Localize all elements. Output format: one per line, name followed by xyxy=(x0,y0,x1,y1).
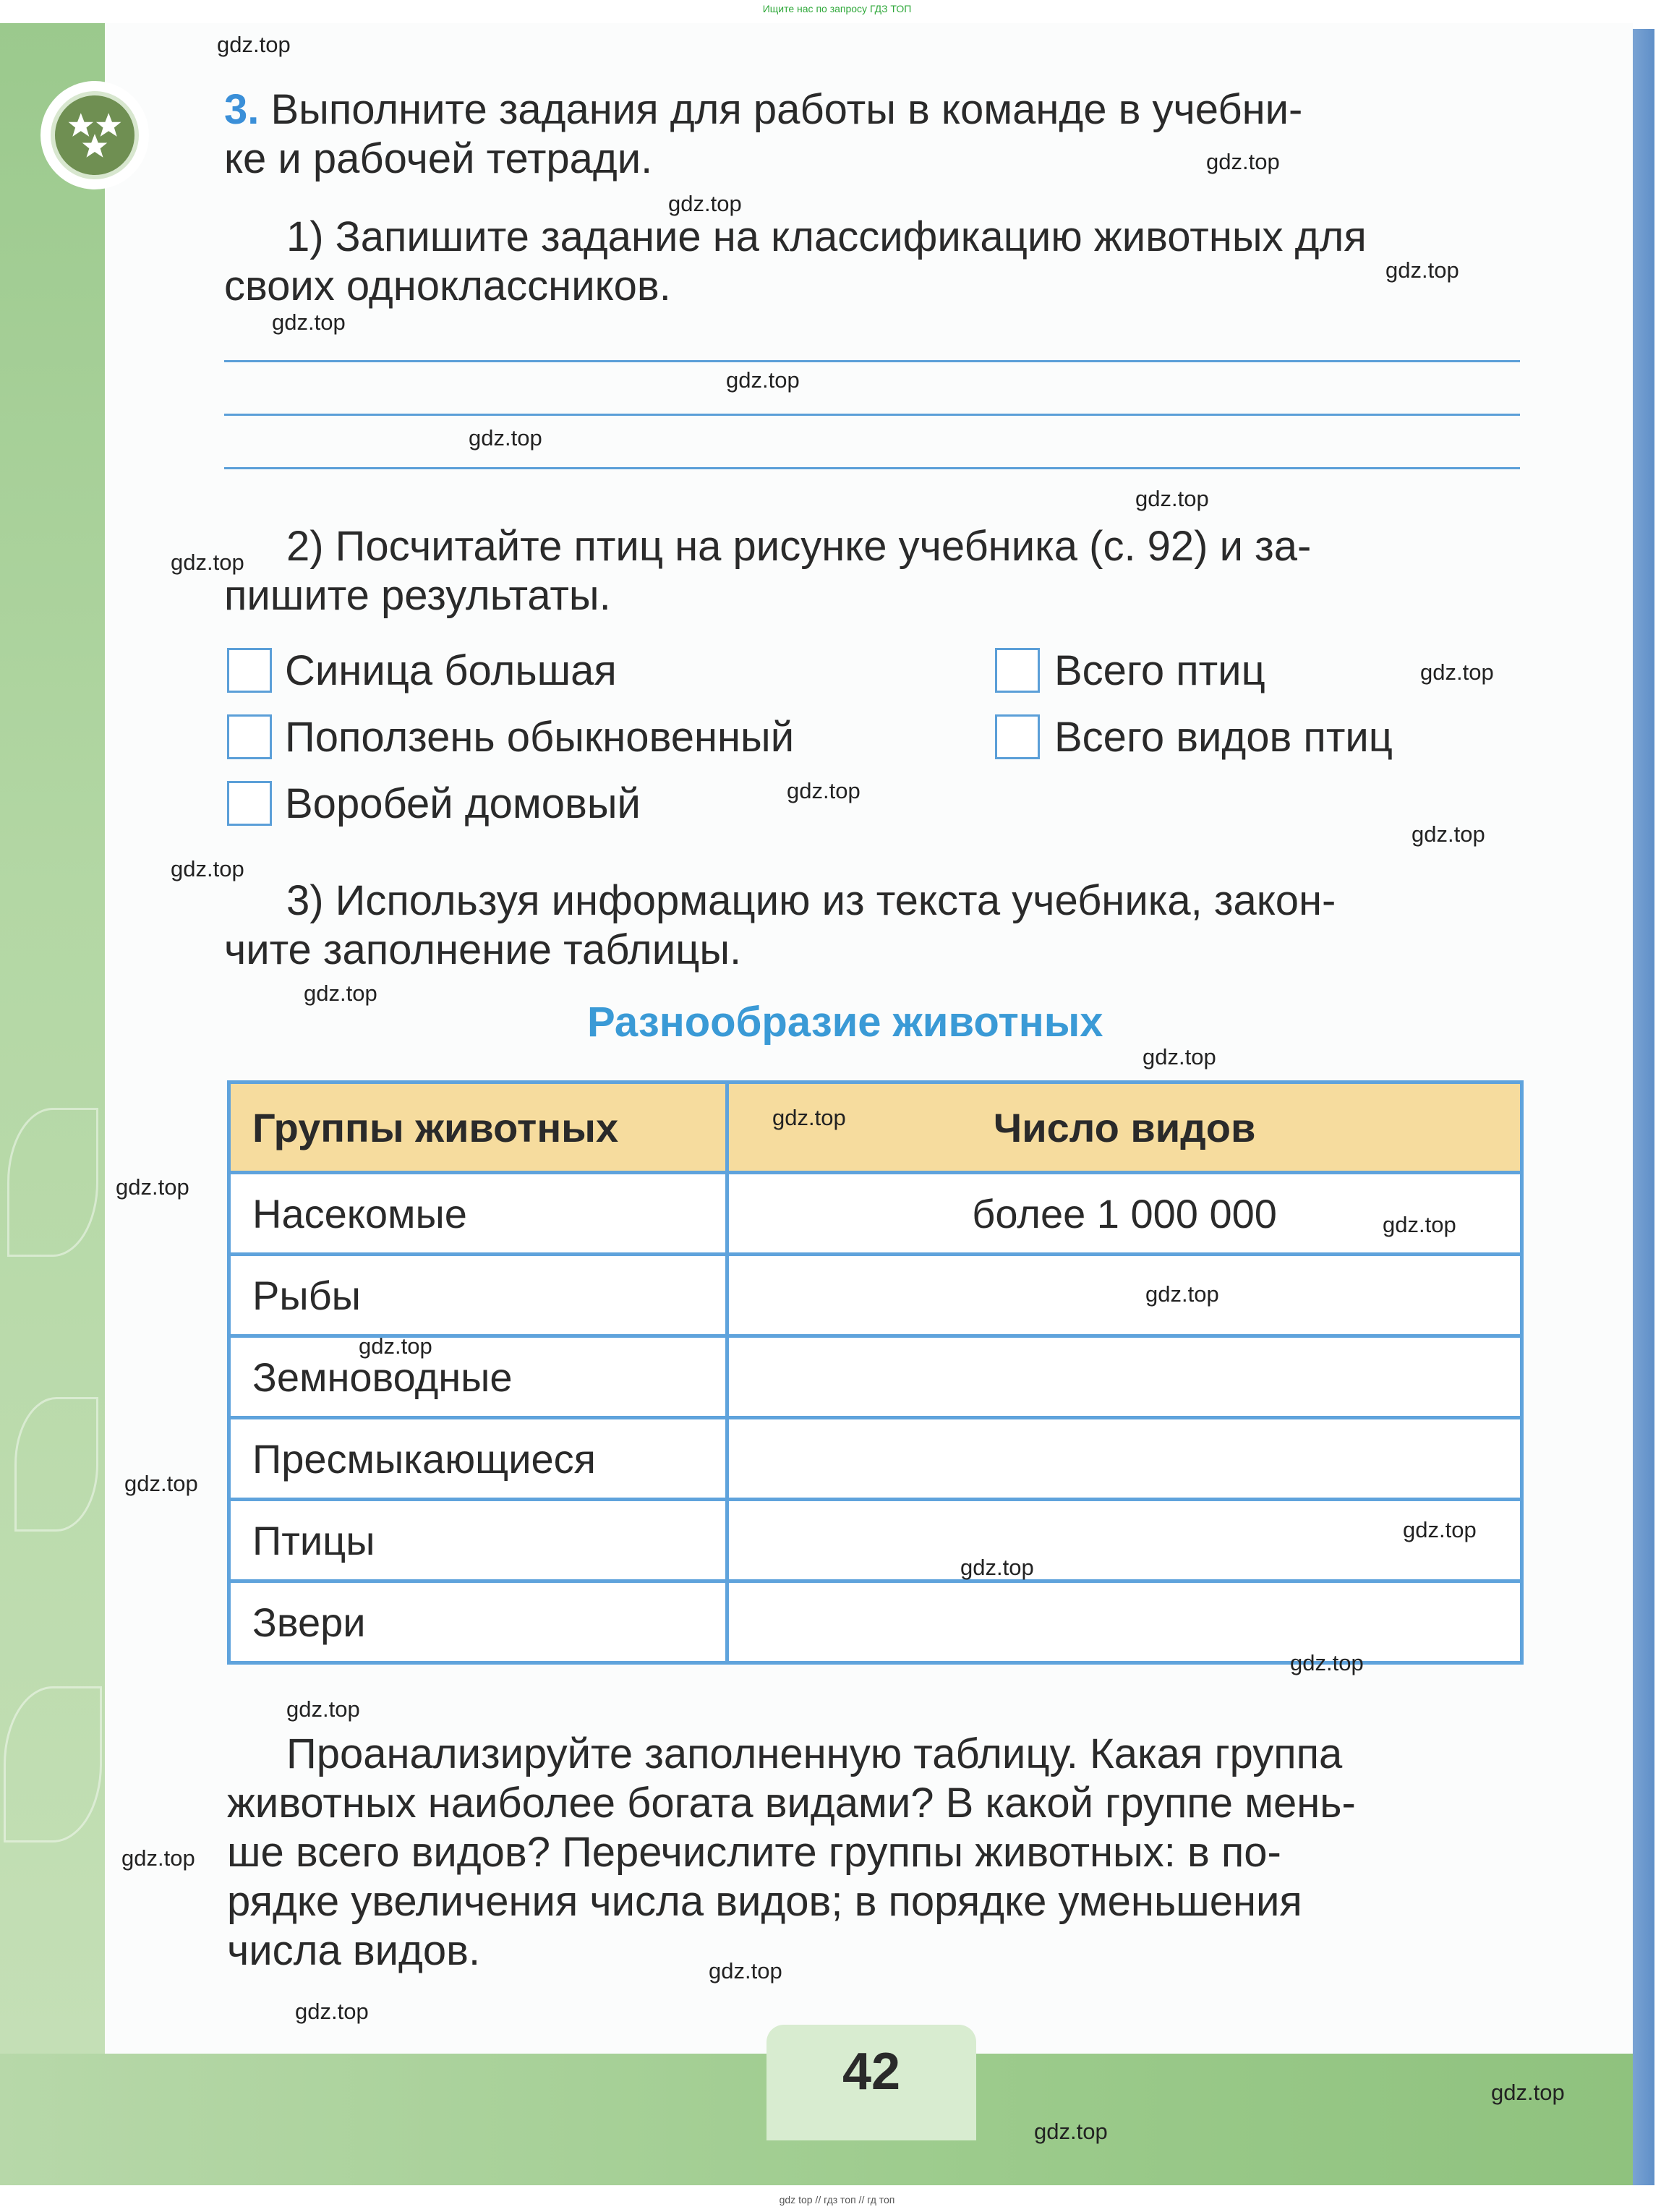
header-groups: Группы животных xyxy=(229,1082,727,1173)
watermark: gdz.top xyxy=(124,1471,198,1496)
watermark: gdz.top xyxy=(1145,1281,1219,1307)
watermark: gdz.top xyxy=(1385,257,1459,283)
count-cell[interactable]: более 1 000 000 xyxy=(727,1173,1522,1255)
sub1-line-1: 1) Запишите задание на классификацию животных для xyxy=(286,213,1367,260)
checkbox-vorobey[interactable] xyxy=(227,781,272,826)
watermark: gdz.top xyxy=(1491,2080,1565,2105)
watermark: gdz.top xyxy=(286,1696,360,1722)
group-cell: Пресмыкающиеся xyxy=(229,1418,727,1500)
checkbox-popolzen[interactable] xyxy=(227,714,272,759)
group-cell: Земноводные xyxy=(229,1336,727,1418)
group-cell: Рыбы xyxy=(229,1255,727,1336)
table-row xyxy=(229,1173,1522,1255)
watermark: gdz.top xyxy=(1290,1650,1364,1675)
analysis-line: животных наиболее богата видами? В какой группе мень- xyxy=(227,1780,1356,1827)
watermark: gdz.top xyxy=(171,856,244,881)
table-row xyxy=(229,1255,1522,1336)
watermark: gdz.top xyxy=(217,32,291,57)
watermark: gdz.top xyxy=(1412,821,1485,847)
sub1-line-2: своих одноклассников. xyxy=(224,262,671,309)
difficulty-badge xyxy=(51,91,139,179)
group-cell: Насекомые xyxy=(229,1173,727,1255)
watermark: gdz.top xyxy=(1420,659,1494,685)
page-number-tab xyxy=(766,2025,976,2140)
watermark: gdz.top xyxy=(171,550,244,575)
checkbox-label: Синица большая xyxy=(285,647,617,694)
watermark: gdz.top xyxy=(1143,1044,1216,1069)
leaf-decoration xyxy=(7,1108,98,1257)
watermark: gdz.top xyxy=(272,309,346,335)
count-cell[interactable] xyxy=(727,1255,1522,1336)
table-title: Разнообразие животных xyxy=(587,999,1103,1046)
analysis-line: ше всего видов? Перечислите группы животных: в по- xyxy=(227,1829,1281,1876)
watermark: gdz.top xyxy=(1403,1517,1477,1542)
sub3-line-2: чите заполнение таблицы. xyxy=(224,926,742,973)
count-cell[interactable] xyxy=(727,1418,1522,1500)
count-cell[interactable] xyxy=(727,1581,1522,1663)
checkbox-label: Всего видов птиц xyxy=(1054,714,1393,761)
watermark: gdz.top xyxy=(304,981,377,1006)
sub2-line-2: пишите результаты. xyxy=(224,572,611,619)
watermark: gdz.top xyxy=(668,191,742,216)
count-cell[interactable] xyxy=(727,1336,1522,1418)
page-number: 42 xyxy=(842,2043,901,2101)
watermark: gdz.top xyxy=(1206,149,1280,174)
table-row xyxy=(229,1418,1522,1500)
checkbox-label: Воробей домовый xyxy=(285,780,641,827)
table-row xyxy=(229,1500,1522,1581)
left-decorative-frame xyxy=(0,23,105,2185)
sub3-line-1: 3) Используя информацию из текста учебника, закон- xyxy=(286,877,1336,924)
group-cell: Птицы xyxy=(229,1500,727,1581)
analysis-line: Проанализируйте заполненную таблицу. Какая группа xyxy=(286,1730,1343,1777)
group-cell: Звери xyxy=(229,1581,727,1663)
watermark: gdz.top xyxy=(787,778,861,803)
leaf-decoration xyxy=(14,1397,98,1532)
footer-note: gdz top // гдз топ // гд топ xyxy=(779,2194,895,2205)
sub2-line-1: 2) Посчитайте птиц на рисунке учебника (с. 92) и за- xyxy=(286,523,1312,570)
watermark: gdz.top xyxy=(709,1958,782,1983)
three-stars-icon xyxy=(60,101,129,170)
answer-line[interactable] xyxy=(224,414,1520,416)
watermark: gdz.top xyxy=(116,1174,189,1200)
watermark: gdz.top xyxy=(772,1105,846,1130)
watermark: gdz.top xyxy=(960,1555,1034,1580)
checkbox-sinitsa[interactable] xyxy=(227,648,272,693)
checkbox-label: Поползень обыкновенный xyxy=(285,714,795,761)
answer-line[interactable] xyxy=(224,360,1520,362)
task3-number: 3. xyxy=(224,86,260,133)
checkbox-total-species[interactable] xyxy=(995,714,1040,759)
watermark: gdz.top xyxy=(1135,486,1209,511)
header-note: Ищите нас по запросу ГДЗ ТОП xyxy=(762,3,912,14)
task3-text: Выполните задания для работы в команде в учебни- xyxy=(270,86,1303,133)
answer-line[interactable] xyxy=(224,467,1520,469)
right-book-edge xyxy=(1633,29,1654,2185)
task3-line-1 xyxy=(224,85,1302,134)
task3-line-2: ке и рабочей тетради. xyxy=(224,135,653,182)
watermark: gdz.top xyxy=(1383,1212,1456,1237)
checkbox-label: Всего птиц xyxy=(1054,647,1265,694)
animal-diversity-table xyxy=(227,1080,1524,1665)
checkbox-total-birds[interactable] xyxy=(995,648,1040,693)
analysis-line: рядке увеличения числа видов; в порядке уменьшения xyxy=(227,1878,1302,1925)
watermark: gdz.top xyxy=(295,1999,369,2024)
watermark: gdz.top xyxy=(1034,2119,1108,2144)
header-species-count: Число видов xyxy=(727,1082,1522,1173)
watermark: gdz.top xyxy=(469,425,542,450)
leaf-decoration xyxy=(4,1686,102,1842)
watermark: gdz.top xyxy=(726,367,800,393)
table-header-row xyxy=(229,1082,1522,1173)
analysis-line: числа видов. xyxy=(227,1927,481,1974)
watermark: gdz.top xyxy=(121,1845,195,1871)
watermark: gdz.top xyxy=(359,1333,432,1359)
